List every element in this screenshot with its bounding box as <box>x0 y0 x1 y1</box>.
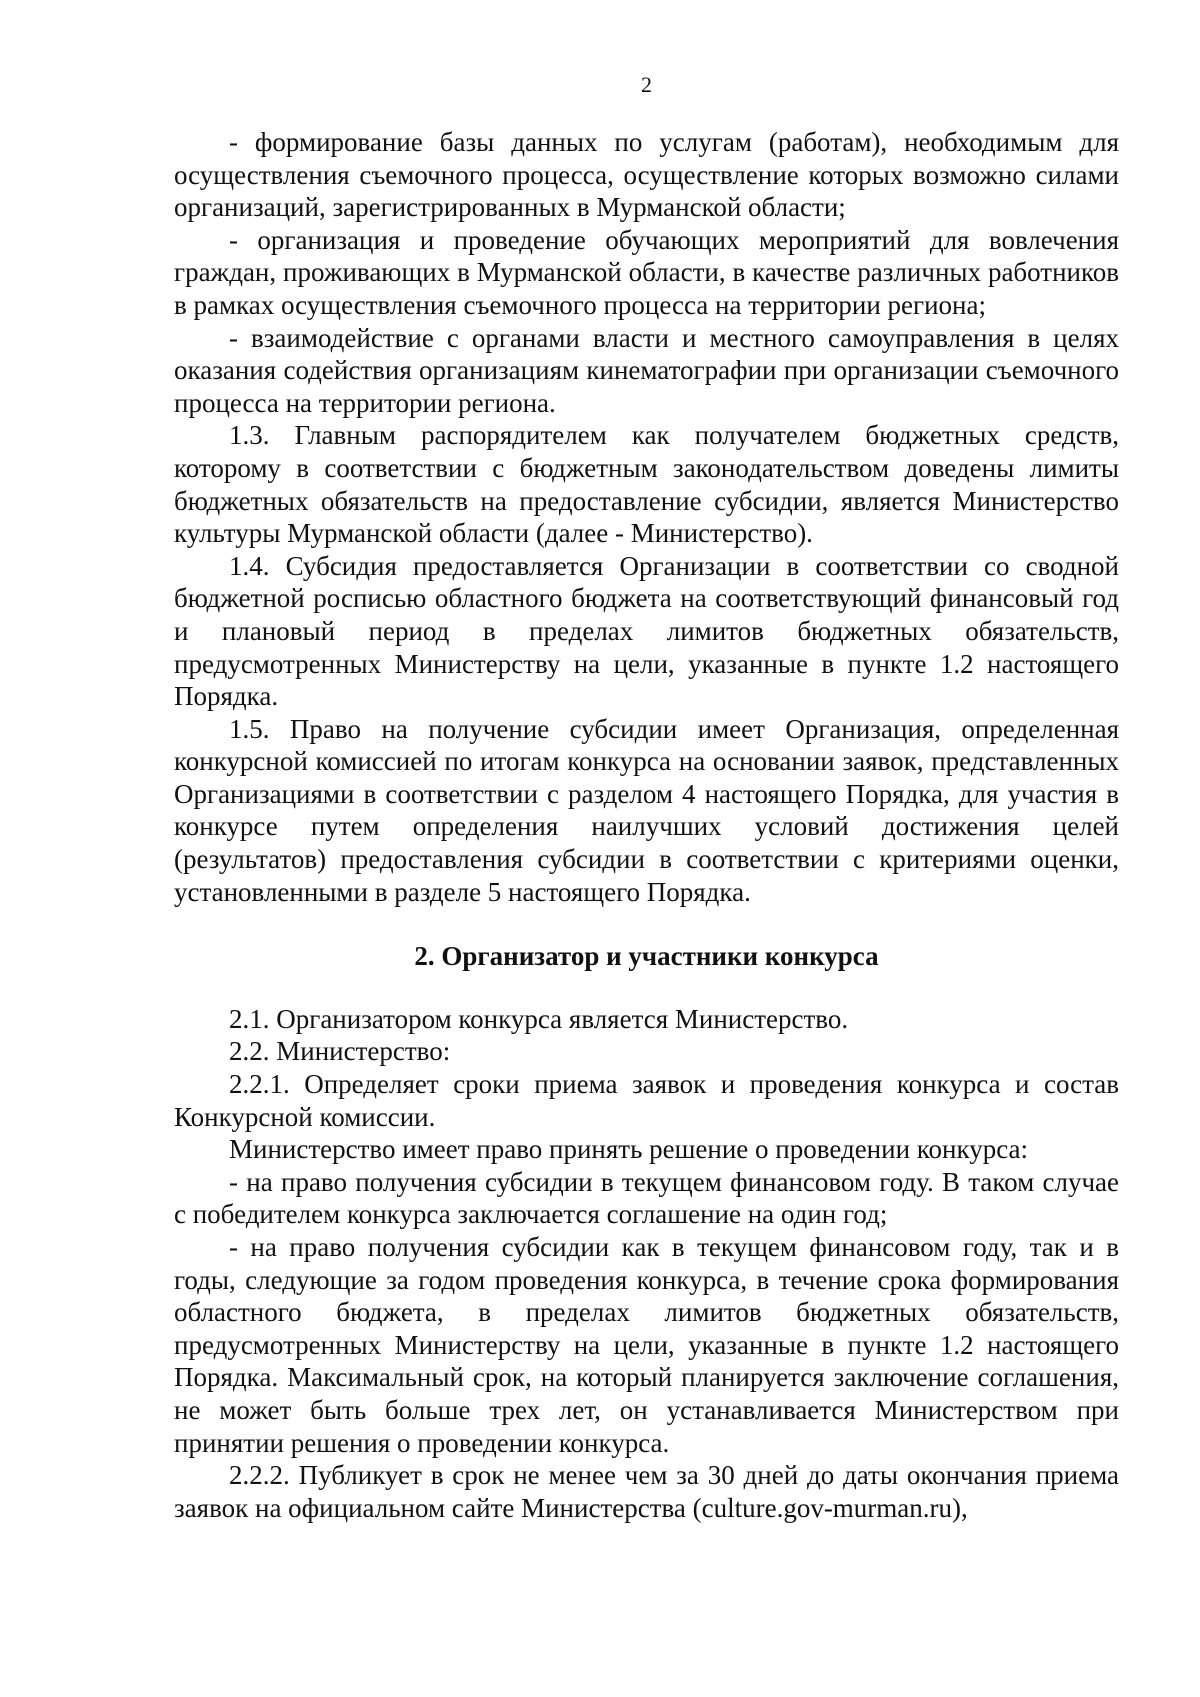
paragraph-decision-intro: Министерство имеет право принять решение о проведении конкурса: <box>229 1134 1029 1165</box>
paragraph-1-5: 1.5. Право на получение субсидии имеет Организация, определенная конкурсной комиссией по итогам конкурса на основании заявок, представленных Организациями в соответствии с разделом 4 настоящего Порядка, для участия в конкурсе путем определения наилучших условий достижения целей (результатов) предоставления субсидии в соответствии с критериями оценки, установленными в разделе 5 настоящего Порядка. <box>174 713 1119 907</box>
page-number: 2 <box>641 72 652 97</box>
paragraph-bullet-current-year: - на право получения субсидии в текущем финансовом году. В таком случае с победителем конкурса заключается соглашение на один год; <box>174 1166 1119 1230</box>
paragraph-2-2-2: 2.2.2. Публикует в срок не менее чем за 30 дней до даты окончания приема заявок на официальном сайте Министерства (culture.gov-murman.ru), <box>174 1460 1119 1523</box>
paragraph-bullet-training: - организация и проведение обучающих мероприятий для вовлечения граждан, проживающих в Мурманской области, в качестве различных работников в рамках осуществления съемочного процесса на территории региона; <box>174 224 1119 320</box>
paragraph-2-2-1: 2.2.1. Определяет сроки приема заявок и проведения конкурса и состав Конкурсной комиссии. <box>174 1069 1119 1132</box>
document-page <box>174 0 1119 1697</box>
document-body <box>174 126 1119 1524</box>
paragraph-1-3: 1.3. Главным распорядителем как получателем бюджетных средств, которому в соответствии с бюджетным законодательством доведены лимиты бюджетных обязательств на предоставление субсидии, является Министерство культуры Мурманской области (далее - Министерство). <box>174 420 1119 549</box>
paragraph-2-1: 2.1. Организатором конкурса является Министерство. <box>229 1003 849 1034</box>
section-heading: 2. Организатор и участники конкурса <box>414 941 879 972</box>
paragraph-1-4: 1.4. Субсидия предоставляется Организации в соответствии со сводной бюджетной росписью областного бюджета на соответствующий финансовый год и плановый период в пределах лимитов бюджетных обязательств, предусмотренных Министерству на цели, указанные в пункте 1.2 настоящего Порядка. <box>174 550 1119 712</box>
paragraph-bullet-database: - формирование базы данных по услугам (работам), необходимым для осуществления съемочного процесса, осуществление которых возможно силами организаций, зарегистрированных в Мурманской области; <box>174 127 1119 223</box>
paragraph-bullet-interaction: - взаимодействие с органами власти и местного самоуправления в целях оказания содействия организациям кинематографии при организации съемочного процесса на территории региона. <box>174 322 1119 418</box>
paragraph-2-2: 2.2. Министерство: <box>229 1036 451 1067</box>
paragraph-bullet-multi-year: - на право получения субсидии как в текущем финансовом году, так и в годы, следующие за годом проведения конкурса, в течение срока формирования областного бюджета, в пределах лимитов бюджетных обязательств, предусмотренных Министерству на цели, указанные в пункте 1.2 настоящего Порядка. Максимальный срок, на который планируется заключение соглашения, не может быть больше трех лет, он устанавливается Министерством при принятии решения о проведении конкурса. <box>174 1232 1119 1458</box>
